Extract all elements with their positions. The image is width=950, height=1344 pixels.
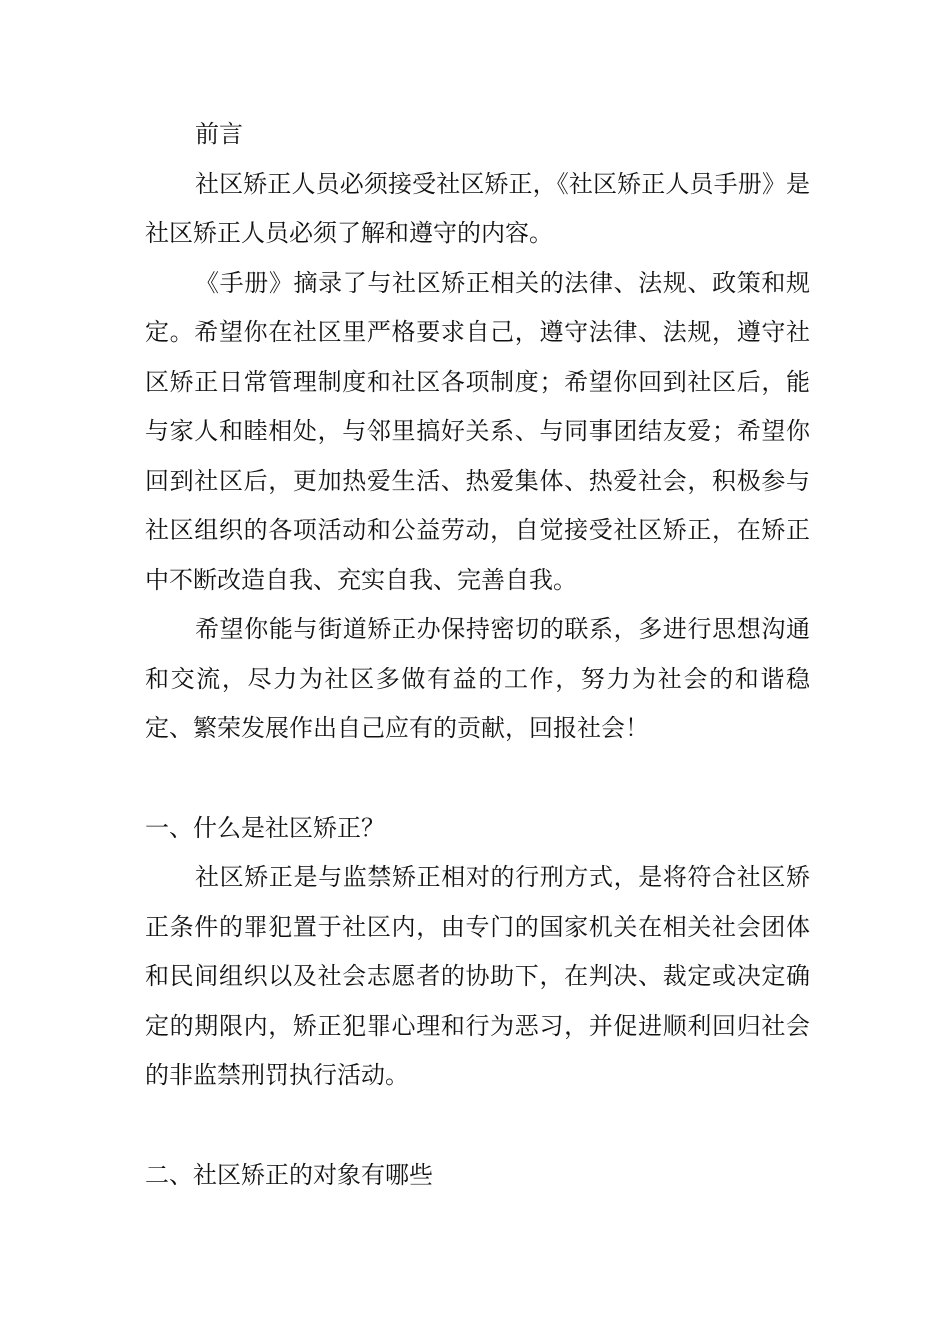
section-spacer — [145, 1101, 810, 1151]
section-1-heading: 一、什么是社区矫正？ — [145, 813, 385, 842]
preface-title: 前言 — [195, 120, 243, 148]
preface-paragraph-3: 希望你能与街道矫正办保持密切的联系，多进行思想沟通和交流，尽力为社区多做有益的工作，努力为社会的和谐稳定、繁荣发展作出自己应有的贡献，回报社会！ — [145, 615, 810, 742]
section-spacer — [145, 754, 810, 804]
preface-paragraph-1: 社区矫正人员必须接受社区矫正，《社区矫正人员手册》是社区矫正人员必须了解和遵守的内容。 — [145, 169, 810, 247]
document-body — [145, 110, 810, 1200]
section-2-heading: 二、社区矫正的对象有哪些 — [145, 1160, 433, 1189]
preface-paragraph-2: 《手册》摘录了与社区矫正相关的法律、法规、政策和规定。希望你在社区里严格要求自己，遵守法律、法规，遵守社区矫正日常管理制度和社区各项制度；希望你回到社区后，能与家人和睦相处，与邻里搞好关系、与同事团结友爱；希望你回到社区后，更加热爱生活、热爱集体、热爱社会，积极参与社区组织的各项活动和公益劳动，自觉接受社区矫正，在矫正中不断改造自我、充实自我、完善自我。 — [145, 268, 810, 594]
section-1-paragraph: 社区矫正是与监禁矫正相对的行刑方式，是将符合社区矫正条件的罪犯置于社区内，由专门的国家机关在相关社会团体和民间组织以及社会志愿者的协助下，在判决、裁定或决定确定的期限内，矫正犯罪心理和行为恶习，并促进顺利回归社会的非监禁刑罚执行活动。 — [145, 863, 810, 1089]
